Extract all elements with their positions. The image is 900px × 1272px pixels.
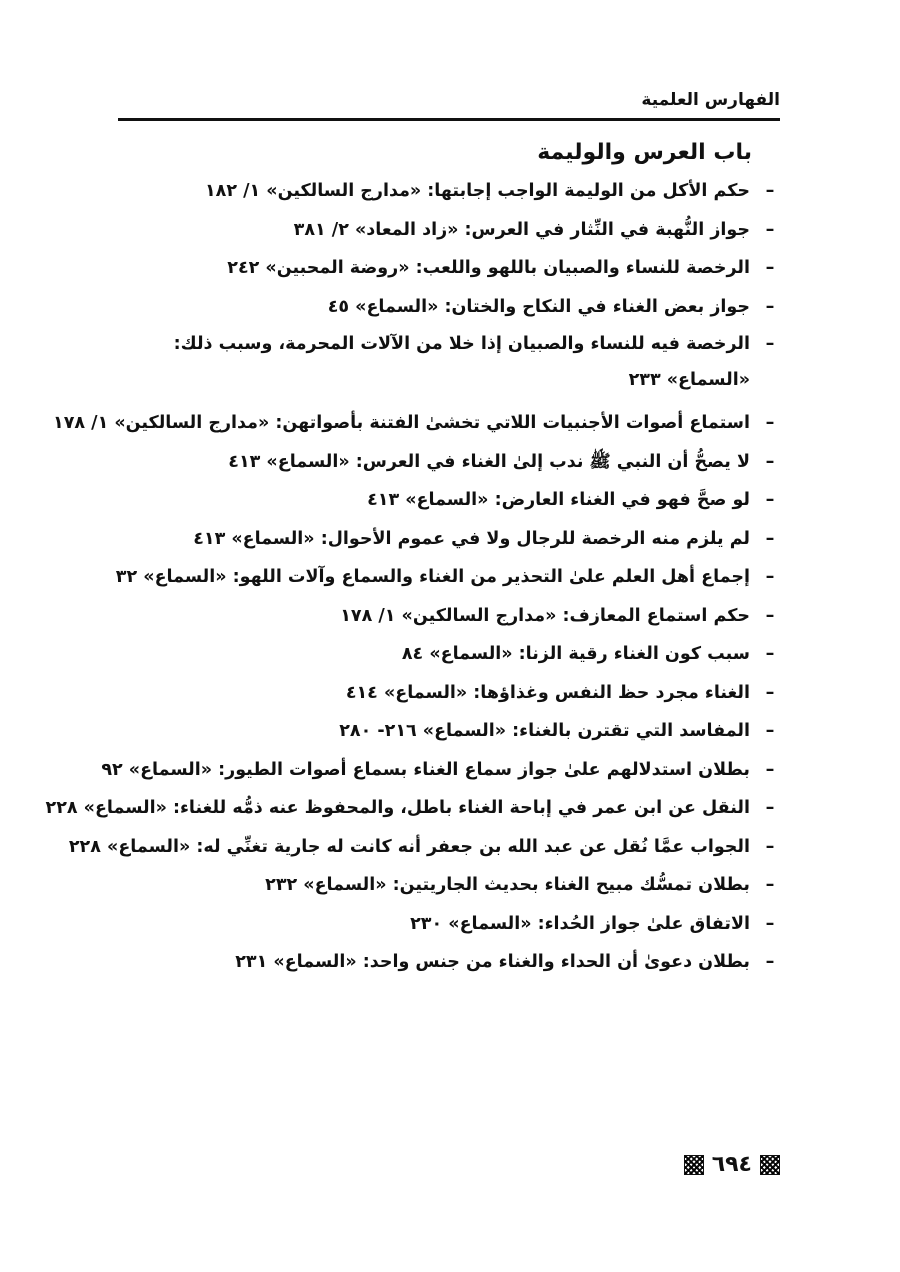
entry-text: المفاسد التي تقترن بالغناء: «السماع» ٢١٦- ٢٨٠ <box>339 721 750 741</box>
index-entry <box>100 288 780 327</box>
index-entry <box>68 828 780 867</box>
index-entry <box>100 481 780 520</box>
dash-marker: – <box>765 913 775 934</box>
page-number: ٦٩٤ <box>711 1152 752 1177</box>
entry-text: الغناء مجرد حظ النفس وغذاؤها: «السماع» ٤١٤ <box>345 682 750 703</box>
entry-text: بطلان تمسُّك مبيح الغناء بحديث الجاريتين: «السماع» ٢٣٢ <box>265 875 750 895</box>
dash-marker: – <box>765 605 775 626</box>
dash-marker: – <box>765 567 775 587</box>
entry-text: جواز النُّهبة في النِّثار في العرس: «زاد المعاد» ٢/ ٣٨١ <box>293 219 750 240</box>
dash-marker: – <box>765 798 775 818</box>
entry-text: استماع أصوات الأجنبيات اللاتي تخشىٰ الفتنة بأصواتهن: «مدارج السالكين» ١/ ١٧٨ <box>53 413 750 433</box>
ornament-icon <box>684 1155 704 1175</box>
index-entry <box>100 712 780 751</box>
dash-marker: – <box>765 334 775 354</box>
dash-marker: – <box>765 875 775 895</box>
entry-text: لا يصحُّ أن النبي ﷺ ندب إلىٰ الغناء في العرس: «السماع» ٤١٣ <box>228 451 750 472</box>
entry-text: لم يلزم منه الرخصة للرجال ولا في عموم الأحوال: «السماع» ٤١٣ <box>193 528 750 549</box>
entry-text: الجواب عمَّا نُقل عن عبد الله بن جعفر أنه كانت له جارية تغنِّي له: «السماع» ٢٢٨ <box>68 836 750 857</box>
dash-marker: – <box>765 952 775 972</box>
entry-text: حكم الأكل من الوليمة الواجب إجابتها: «مدارج السالكين» ١/ ١٨٢ <box>204 181 750 201</box>
entry-text: بطلان دعوىٰ أن الحداء والغناء من جنس واحد: «السماع» ٢٣١ <box>235 952 750 972</box>
dash-marker: – <box>765 296 775 317</box>
entry-text: بطلان استدلالهم علىٰ جواز سماع الغناء بسماع أصوات الطيور: «السماع» ٩٢ <box>101 759 750 780</box>
index-entry <box>100 635 780 674</box>
index-entry <box>100 172 780 211</box>
dash-marker: – <box>765 219 775 240</box>
dash-marker: – <box>765 528 775 549</box>
entry-text: لو صحَّ فهو في الغناء العارض: «السماع» ٤١٣ <box>367 490 750 510</box>
dash-marker: – <box>765 721 775 741</box>
index-entry <box>100 751 780 790</box>
index-entry <box>100 520 780 559</box>
index-entry <box>45 789 780 828</box>
entry-text: الرخصة فيه للنساء والصبيان إذا خلا من الآلات المحرمة، وسبب ذلك: «السماع» ٢٣٣ <box>173 334 750 390</box>
index-entry <box>53 404 780 443</box>
index-entry <box>100 866 780 905</box>
section-title: باب العرس والوليمة <box>537 140 752 165</box>
dash-marker: – <box>765 413 775 433</box>
dash-marker: – <box>765 759 775 780</box>
entry-text: حكم استماع المعازف: «مدارج السالكين» ١/ ١٧٨ <box>340 605 750 626</box>
ornament-icon <box>760 1155 780 1175</box>
index-entry <box>100 597 780 636</box>
index-entry <box>100 443 780 482</box>
running-header-title: الفهارس العلمية <box>641 90 780 110</box>
entry-text: النقل عن ابن عمر في إباحة الغناء باطل، والمحفوظ عنه ذمُّه للغناء: «السماع» ٢٢٨ <box>45 798 750 818</box>
page-footer <box>684 1152 780 1177</box>
dash-marker: – <box>765 644 775 664</box>
index-entry <box>100 326 780 404</box>
entry-text: الرخصة للنساء والصبيان باللهو واللعب: «روضة المحبين» ٢٤٢ <box>227 258 750 278</box>
index-entries <box>45 172 780 982</box>
dash-marker: – <box>765 836 775 857</box>
entry-text: إجماع أهل العلم علىٰ التحذير من الغناء والسماع وآلات اللهو: «السماع» ٣٢ <box>115 567 750 587</box>
entry-text: سبب كون الغناء رقية الزنا: «السماع» ٨٤ <box>401 644 750 664</box>
entry-text: الاتفاق علىٰ جواز الحُداء: «السماع» ٢٣٠ <box>410 913 750 934</box>
dash-marker: – <box>765 258 775 278</box>
index-entry <box>100 211 780 250</box>
index-entry <box>100 905 780 944</box>
running-header <box>118 86 780 121</box>
dash-marker: – <box>765 490 775 510</box>
dash-marker: – <box>765 181 775 201</box>
index-entry <box>100 558 780 597</box>
index-entry <box>100 674 780 713</box>
dash-marker: – <box>765 682 775 703</box>
entry-text: جواز بعض الغناء في النكاح والختان: «السماع» ٤٥ <box>327 296 750 317</box>
dash-marker: – <box>765 451 775 472</box>
index-entry <box>100 249 780 288</box>
index-entry <box>100 943 780 982</box>
